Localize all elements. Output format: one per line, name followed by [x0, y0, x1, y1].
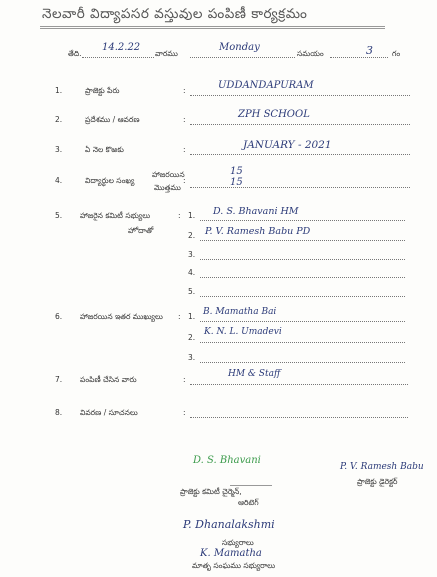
- director-signature: P. V. Ramesh Babu: [340, 462, 424, 472]
- day-value: Monday: [219, 42, 260, 53]
- committee-number: 1.: [188, 211, 196, 220]
- place-dots: [190, 124, 410, 125]
- committee-number: 5.: [188, 287, 196, 296]
- students-total-label: మొత్తము: [154, 183, 181, 192]
- date-dots: [82, 57, 154, 58]
- committee-dots: [200, 220, 405, 221]
- member-label: సభ్యురాలు: [222, 538, 254, 547]
- colon: :: [178, 211, 181, 220]
- students-total-value: 15: [230, 177, 243, 188]
- others-dots: [200, 342, 405, 343]
- others-number: 3.: [188, 353, 196, 362]
- day-label: వారము: [155, 49, 178, 58]
- students-present-label: హాజరయిన: [152, 170, 185, 179]
- project-name-label: ప్రాజెక్టు పేరు: [85, 86, 120, 95]
- item-number: 6.: [55, 312, 63, 321]
- place-value: ZPH SCHOOL: [238, 109, 310, 120]
- member-signature-2: K. Mamatha: [200, 548, 262, 559]
- students-present-value: 15: [230, 166, 243, 177]
- others-label: హాజరయిన ఇతర ముఖ్యులు: [80, 312, 163, 321]
- committee-number: 2.: [188, 231, 196, 240]
- remarks-label: వివరణ / సూచనలు: [80, 408, 138, 417]
- item-number: 2.: [55, 115, 63, 124]
- form-title: నెలవారీ విద్యాపసర వస్తువుల పంపిణీ కార్యక్రమం: [42, 6, 308, 22]
- item-number: 5.: [55, 211, 63, 220]
- chairman-signature: D. S. Bhavani: [193, 455, 261, 466]
- item-number: 3.: [55, 145, 63, 154]
- committee-member-value: P. V. Ramesh Babu PD: [205, 226, 311, 237]
- day-dots: [190, 57, 295, 58]
- week-dots: [330, 57, 388, 58]
- date-label: తేది.: [68, 49, 82, 58]
- item-number: 7.: [55, 375, 63, 384]
- chairman-sign-line: [230, 485, 272, 486]
- remarks-dots: [190, 417, 408, 418]
- students-dots: [190, 187, 410, 188]
- others-member-value: K. N. L. Umadevi: [204, 327, 282, 337]
- title-underline-2: [40, 28, 385, 29]
- colon: :: [178, 312, 181, 321]
- committee-dots: [200, 277, 405, 278]
- month-value: JANUARY - 2021: [243, 139, 332, 151]
- distributed-by-value: HM & Staff: [228, 369, 281, 379]
- member-signature: P. Dhanalakshmi: [183, 518, 275, 531]
- item-number: 1.: [55, 86, 63, 95]
- committee-label: హాజరైన కమిటీ సభ్యులు: [80, 211, 151, 220]
- month-label: ఏ నెల కొఱకు: [85, 145, 124, 154]
- week-value: 3: [366, 44, 373, 57]
- colon: :: [183, 408, 186, 417]
- chairman-label: ప్రాజెక్టు కమిటీ చైర్మెన్,: [180, 487, 242, 496]
- others-member-value: B. Mamatha Bai: [203, 307, 277, 317]
- others-number: 1.: [188, 312, 196, 321]
- month-dots: [190, 154, 410, 155]
- distributed-by-label: పంపిణీ చేసిన వారు: [80, 375, 137, 384]
- committee-number: 4.: [188, 268, 196, 277]
- chairman-sub-label: ఆరిటెగ్: [238, 498, 259, 507]
- committee-number: 3.: [188, 250, 196, 259]
- colon: :: [183, 176, 186, 185]
- item-number: 4.: [55, 176, 63, 185]
- colon: :: [183, 86, 186, 95]
- colon: :: [183, 375, 186, 384]
- place-label: ప్రదేశము / ఆవరణ: [85, 115, 140, 124]
- committee-dots: [200, 259, 405, 260]
- committee-designation-label: హోదాతో: [128, 226, 154, 235]
- unit-label: గం: [392, 49, 401, 58]
- week-label: సమయం: [297, 49, 324, 58]
- distributed-by-dots: [190, 384, 408, 385]
- students-label: విద్యార్థుల సంఖ్య: [85, 176, 135, 185]
- others-dots: [200, 321, 405, 322]
- committee-dots: [200, 296, 405, 297]
- item-number: 8.: [55, 408, 63, 417]
- others-dots: [200, 362, 405, 363]
- director-label: ప్రాజెక్టు డైరెక్టర్: [357, 477, 398, 486]
- member-label-2: మాతృ సంఘము సభ్యురాలు: [192, 561, 276, 570]
- project-name-dots: [190, 95, 410, 96]
- committee-member-value: D. S. Bhavani HM: [213, 206, 299, 217]
- colon: :: [183, 115, 186, 124]
- committee-dots: [200, 240, 405, 241]
- others-number: 2.: [188, 333, 196, 342]
- colon: :: [183, 145, 186, 154]
- project-name-value: UDDANDAPURAM: [218, 80, 314, 91]
- date-value: 14.2.22: [102, 42, 141, 53]
- title-underline: [40, 26, 385, 27]
